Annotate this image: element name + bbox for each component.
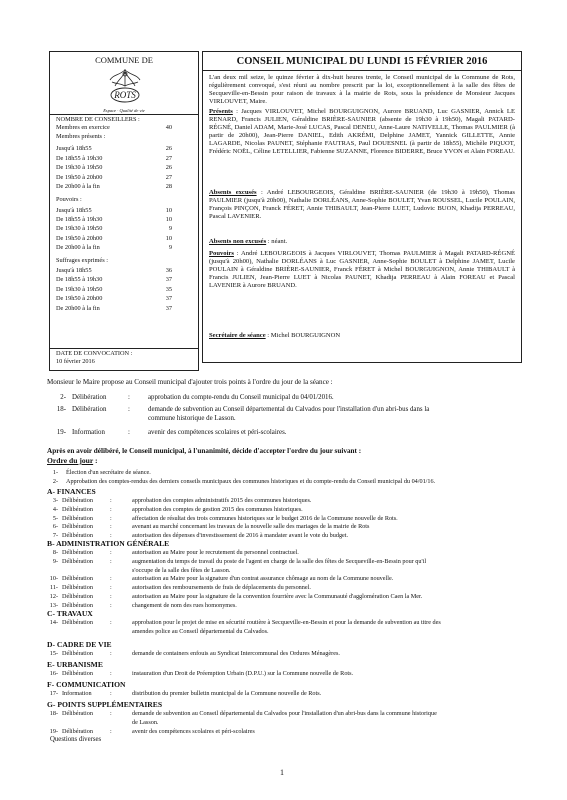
item-number: 19- <box>49 727 58 735</box>
meeting-title: CONSEIL MUNICIPAL DU LUNDI 15 FÉVRIER 2016 <box>236 56 488 67</box>
item-text: autorisation au Maire pour le recrutement du personnel contractuel. <box>132 549 299 556</box>
count-label: De 18h55 à 19h30 <box>56 154 103 162</box>
council-count-row <box>56 145 196 152</box>
logo-subtitle: Espace · Qualité de vie <box>103 108 145 113</box>
count-value: 37 <box>165 304 172 312</box>
council-count-row <box>56 276 196 283</box>
count-label: De 18h55 à 19h30 <box>56 276 103 284</box>
council-count-row <box>56 164 196 171</box>
section-heading: G- POINTS SUPPLÉMENTAIRES <box>47 700 163 709</box>
count-value: 35 <box>165 285 172 293</box>
count-label: De 19h30 à 19h50 <box>56 285 103 293</box>
count-value: 27 <box>165 154 172 162</box>
count-label: De 19h50 à 20h00 <box>56 234 103 242</box>
ordre-title: Ordre du jour <box>47 456 94 465</box>
item-kind: Information <box>72 429 105 436</box>
item-number: 13- <box>49 601 58 609</box>
item-text: affectation de résultat des trois communes historiques sur le budget 2016 de la Commune nouvelle de Rots. <box>132 514 398 522</box>
item-text: autorisation au Maire pour la signature d'un contrat assurance chômage au nom de la Commune nouvelle. <box>132 575 394 583</box>
count-label: De 19h50 à 20h00 <box>56 295 103 303</box>
count-label: Jusqu'à 18h55 <box>56 145 92 153</box>
item-kind: Délibération <box>62 727 93 735</box>
item-separator: : <box>110 710 112 717</box>
section-heading: B- ADMINISTRATION GÉNÉRALE <box>47 539 170 548</box>
item-text: Élection d'un secrétaire de séance. <box>66 469 151 476</box>
logo-text: ROTS <box>114 90 136 100</box>
item-number: 16- <box>49 670 58 677</box>
excuses-paragraph <box>209 189 515 221</box>
council-count-row <box>56 174 196 181</box>
questions-diverses: Questions diverses <box>50 736 102 743</box>
count-label: Pouvoirs : <box>56 195 82 203</box>
item-text: avenant au marché concernant les travaux de la nouvelle salle des mariages de la mairie de Rots <box>132 523 370 531</box>
item-number: 11- <box>49 583 58 591</box>
meeting-header-box <box>202 51 522 363</box>
page-number: 1 <box>280 768 284 777</box>
item-kind: Délibération <box>62 514 93 522</box>
council-count-row <box>56 295 196 302</box>
count-label: De 19h30 à 19h50 <box>56 225 103 233</box>
council-count-row <box>56 267 196 274</box>
item-text: autorisation des remboursements de frais de déplacements du personnel. <box>132 583 311 591</box>
item-number: 15- <box>49 650 58 657</box>
item-separator: : <box>110 532 112 540</box>
item-separator: : <box>110 497 112 504</box>
divider <box>50 348 198 349</box>
non-excuses-label: Absents non excusés <box>209 238 267 245</box>
item-separator: : <box>110 650 112 657</box>
item-text: commune historique de Lasson. <box>148 415 236 422</box>
council-count-row <box>56 216 196 223</box>
divider <box>203 70 521 71</box>
item-kind: Délibération <box>62 575 93 583</box>
non-excuses-paragraph <box>209 238 515 246</box>
item-text: s'occupe de la salle des fêtes de Lasson. <box>132 566 231 574</box>
count-value: 37 <box>165 276 172 284</box>
item-number: 10- <box>49 575 58 583</box>
item-number: 18- <box>49 710 58 717</box>
count-value: 9 <box>168 225 172 233</box>
item-text: avenir des compétences scolaires et péri-scolaires <box>132 727 255 735</box>
item-kind: Délibération <box>62 523 93 531</box>
item-number: 19- <box>56 429 66 436</box>
item-text: augmentation du temps de travail du poste de l'agent en charge de la salle des fêtes de Secqueville-en-Bessin pour qu'il <box>132 557 427 565</box>
council-count-row <box>56 207 196 214</box>
item-text: amendes police au Conseil départemental du Calvados. <box>132 627 269 635</box>
item-text: demande de subvention au Conseil départemental du Calvados pour l'installation d'un abri-bus dans la <box>148 406 430 413</box>
council-count-row <box>56 133 196 140</box>
meeting-intro: L'an deux mil seize, le quinze février à dix-huit heures trente, le Conseil municipal de la Commune de Rots, régulièrement convoqué, s'est réuni au nombre prescrit par la loi, exceptionnellement à la salle des fêtes de Secqueville-en-Bessin pour raison de travaux à la mairie de Rots, sous la présidence de Monsieur Jacques VIRLOUVET, Maire. <box>209 74 515 105</box>
pouvoirs-label: Pouvoirs <box>209 250 234 257</box>
count-value: 9 <box>168 244 172 252</box>
secretaire-paragraph <box>209 332 515 340</box>
item-text: autorisation des dépenses d'investissement de 2016 à mandater avant le vote du budget. <box>132 532 349 540</box>
item-text: de Lasson. <box>132 718 159 726</box>
item-kind: Délibération <box>62 650 93 657</box>
item-kind: Délibération <box>72 406 107 413</box>
count-label: Membres présents : <box>56 133 106 141</box>
council-info-box <box>49 51 199 371</box>
excuses-text: : André LEBOURGEOIS, Géraldine BRIÈRE-SAUNIER (de 19h30 à 19h50), Thomas PAULMIER (jusqu'à 20h00), Nathalie DORLÉANS, Anne-Sophie BOULET, Yvan ROUSSEL, Lucile POULAIN, François PINÇON, Franck FÉRET, Annie THIBAULT, Jean-Pierre LUET, Ludovic BUON, Khadija PERREAU, Pascal LAVENIER. <box>209 189 515 220</box>
count-value: 28 <box>165 182 172 190</box>
item-separator: : <box>128 429 130 436</box>
item-kind: Délibération <box>62 670 93 677</box>
commune-label: COMMUNE DE <box>95 55 153 65</box>
item-separator: : <box>110 523 112 531</box>
item-separator: : <box>110 505 112 513</box>
count-label: Jusqu'à 18h55 <box>56 266 92 274</box>
convocation-date: 10 février 2016 <box>56 358 95 365</box>
section-heading: D- CADRE DE VIE <box>47 640 112 649</box>
divider <box>50 114 198 115</box>
item-kind: Délibération <box>62 549 93 556</box>
item-text: approbation des comptes de gestion 2015 des communes historiques. <box>132 505 303 513</box>
item-text: approbation pour le projet de mise en sécurité routière à Secqueville-en-Bessin et pour la demande de subvention au titre des <box>132 619 441 626</box>
item-kind: Délibération <box>62 583 93 591</box>
count-value: 36 <box>165 266 172 274</box>
item-number: 18- <box>56 406 66 413</box>
item-number: 2- <box>60 394 66 401</box>
count-label: Suffrages exprimés : <box>56 257 108 265</box>
item-separator: : <box>110 583 112 591</box>
section-heading: F- COMMUNICATION <box>47 680 126 689</box>
item-text: demande de containers enfouis au Syndicat Intercommunal des Ordures Ménagères. <box>132 650 340 657</box>
count-label: Jusqu'à 18h55 <box>56 206 92 214</box>
item-separator: : <box>110 601 112 609</box>
secretaire-text: : Michel BOURGUIGNON <box>265 332 341 339</box>
item-kind: Délibération <box>62 505 93 513</box>
item-text: approbation des comptes administratifs 2015 des communes historiques. <box>132 497 312 504</box>
item-text: avenir des compétences scolaires et péri-scolaires. <box>148 429 287 436</box>
item-text: instauration d'un Droit de Préemption Urbain (D.P.U.) sur la Commune nouvelle de Rots. <box>132 670 354 677</box>
count-value: 10 <box>165 206 172 214</box>
item-kind: Information <box>62 690 92 697</box>
item-kind: Délibération <box>62 592 93 600</box>
council-count-row <box>56 257 196 264</box>
count-label: De 20h00 à la fin <box>56 244 100 252</box>
count-value: 10 <box>165 234 172 242</box>
item-kind: Délibération <box>62 532 93 540</box>
count-value: 27 <box>165 173 172 181</box>
item-number: 12- <box>49 592 58 600</box>
council-count-row <box>56 183 196 190</box>
rots-logo-icon <box>100 66 150 106</box>
item-text: demande de subvention au Conseil départemental du Calvados pour l'installation d'un abri-bus dans la commune historique <box>132 710 437 717</box>
secretaire-label: Secrétaire de séance <box>209 332 266 339</box>
count-value: 10 <box>165 216 172 223</box>
item-text: autorisation au Maire pour la signature de la convention fourrière avec la Communauté d'agglomération Caen la Mer. <box>132 592 423 600</box>
council-count-row <box>56 155 196 162</box>
item-text: distribution du premier bulletin municipal de la Commune nouvelle de Rots. <box>132 690 322 697</box>
section-heading: C- TRAVAUX <box>47 609 93 618</box>
count-label: De 18h55 à 19h30 <box>56 216 103 223</box>
council-count-row <box>56 305 196 312</box>
date-title: DATE DE CONVOCATION : <box>56 350 133 357</box>
count-label: De 20h00 à la fin <box>56 182 100 190</box>
item-kind: Délibération <box>62 557 93 565</box>
council-count-row <box>56 196 196 203</box>
item-separator: : <box>110 727 112 735</box>
item-separator: : <box>110 557 112 565</box>
item-number: 9- <box>52 557 58 565</box>
item-number: 6- <box>52 523 58 531</box>
item-kind: Délibération <box>62 601 93 609</box>
count-label: De 19h50 à 20h00 <box>56 173 103 181</box>
item-separator: : <box>128 406 130 413</box>
item-number: 2- <box>52 478 58 485</box>
item-number: 8- <box>52 549 58 556</box>
item-number: 17- <box>49 690 58 697</box>
count-value: 40 <box>165 123 172 131</box>
ordre-du-jour-heading <box>47 457 98 465</box>
presents-paragraph <box>209 108 515 156</box>
presents-label: Présents <box>209 108 233 115</box>
item-separator: : <box>110 592 112 600</box>
item-number: 5- <box>52 514 58 522</box>
item-kind: Délibération <box>72 394 107 401</box>
council-count-row <box>56 244 196 251</box>
pouvoirs-text: : André LEBOURGEOIS à Jacques VIRLOUVET, Thomas PAULMIER à Magali PATARD-RÉGNÉ (jusqu'à 20h00), Nathalie DORLÉANS à Luc GASNIER, Anne-Sophie BOULET à Delphine JAMET, Lucile POULAIN à Géraldine BRIÈRE-SAUNIER, Franck FÉRET à Michel BOURGUIGNON, Annie THIBAULT à Francis JULIEN, Jean-Pierre LUET à Nicolas PAUNET, Khadija PERREAU à Alain FOREAU et Pascal LAVENIER à Aurore BRUAND. <box>209 250 515 289</box>
item-kind: Délibération <box>62 710 93 717</box>
proposal-intro: Monsieur le Maire propose au Conseil municipal d'ajouter trois points à l'ordre du jour de la séance : <box>47 378 333 386</box>
pouvoirs-paragraph <box>209 250 515 290</box>
item-separator: : <box>128 394 130 401</box>
count-value: 26 <box>165 164 172 172</box>
presents-text: : Jacques VIRLOUVET, Michel BOURGUIGNON, Aurore BRUAND, Luc GASNIER, Annick LE RENARD, Francis JULIEN, Géraldine BRIÈRE-SAUNIER (absente de 19h30 à 19h50), Magali PATARD-RÉGNÉ, Daniel ADAM, Marie-José LUCAS, Pascal DENEU, Anne-Laure NATIVELLE, Thomas PAULMIER (à partir de 20h00), Jean-Pierre DANIEL, Edith AKRÉMI, Delphine JAMET, Yannick GILLETTE, Annie LAGARDE, Nicolas PAUNET, Stéphanie FAUTRAS, Paul DOUESNEL (à partir de 18h55), Michèle PIQUOT, Frédéric NOËL, Céline LETELLIER, Fabienne SUZANNE, Florence BIDERRE, Bruce YVON et Alain FOREAU. <box>209 108 515 155</box>
count-label: De 20h00 à la fin <box>56 304 100 312</box>
item-number: 14- <box>49 619 58 626</box>
item-number: 1- <box>52 469 58 476</box>
nombre-title: NOMBRE DE CONSEILLERS : <box>56 116 140 123</box>
count-value: 26 <box>165 145 172 153</box>
item-kind: Délibération <box>62 619 93 626</box>
item-text: approbation du compte-rendu du Conseil municipal du 04/01/2016. <box>148 394 334 401</box>
section-heading: E- URBANISME <box>47 660 103 669</box>
item-number: 7- <box>52 532 58 540</box>
count-label: De 19h30 à 19h50 <box>56 164 103 172</box>
item-number: 4- <box>52 505 58 513</box>
council-count-row <box>56 235 196 242</box>
section-heading: A- FINANCES <box>47 487 96 496</box>
count-value: 37 <box>165 295 172 303</box>
item-separator: : <box>110 670 112 677</box>
item-number: 3- <box>52 497 58 504</box>
item-kind: Délibération <box>62 497 93 504</box>
excuses-label: Absents excusés <box>209 189 257 196</box>
item-text: Approbation des comptes-rendus des derniers conseils municipaux des communes historiques et du compte-rendu du Conseil municipal du 04/01/16. <box>66 478 436 485</box>
item-separator: : <box>110 619 112 626</box>
item-separator: : <box>110 690 112 697</box>
count-label: Membres en exercice <box>56 123 110 131</box>
council-count-row <box>56 124 196 131</box>
non-excuses-text: : néant. <box>266 238 288 245</box>
council-count-row <box>56 286 196 293</box>
item-separator: : <box>110 575 112 583</box>
ordre-colon: : <box>93 456 98 465</box>
decision-text: Après en avoir délibéré, le Conseil municipal, à l'unanimité, décide d'accepter l'ordre du jour suivant : <box>47 447 362 455</box>
item-text: changement de nom des rues homonymes. <box>132 601 237 609</box>
item-separator: : <box>110 549 112 556</box>
council-count-row <box>56 225 196 232</box>
item-separator: : <box>110 514 112 522</box>
